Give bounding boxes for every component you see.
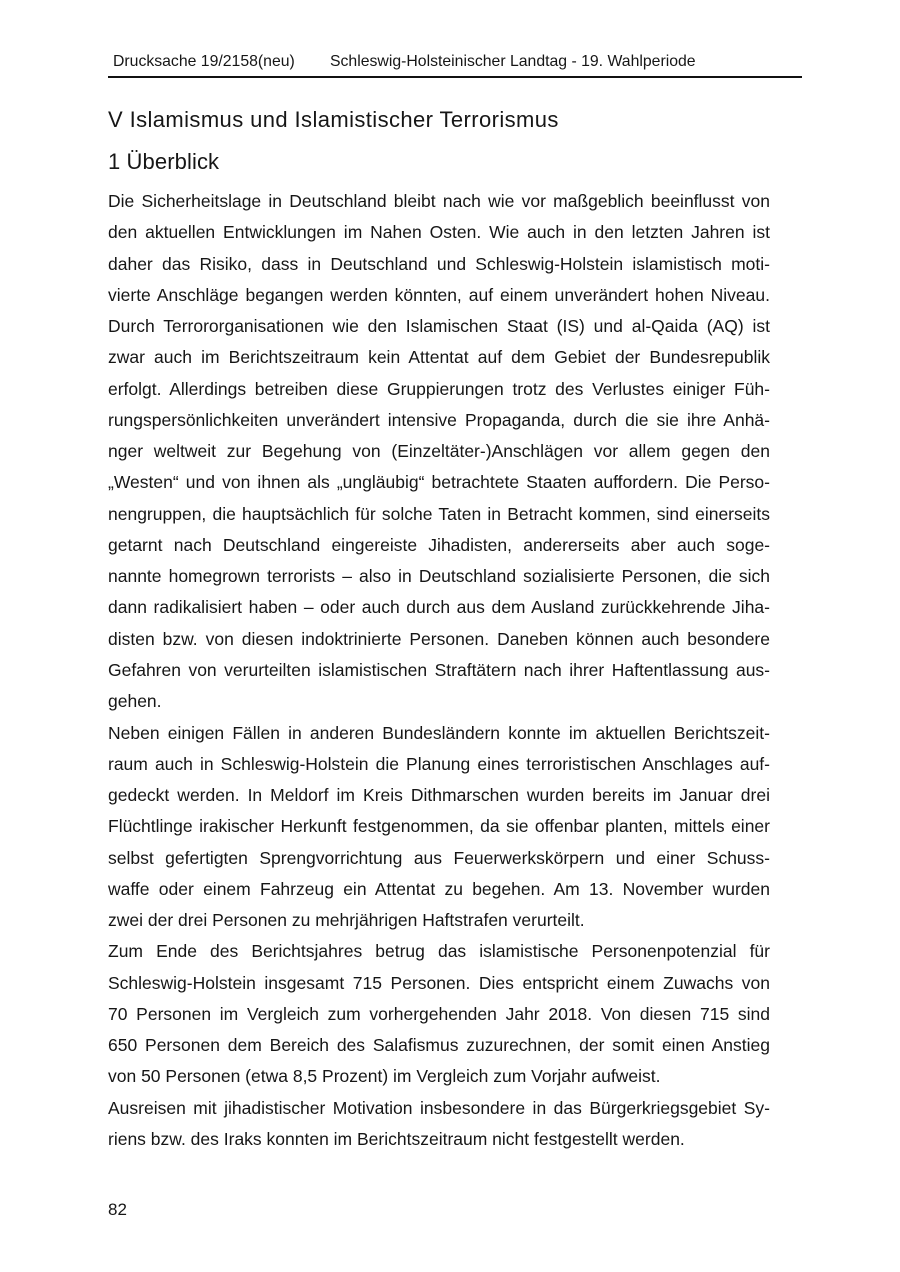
text-line: zwei der drei Personen zu mehrjährigen Haftstrafen verurteilt.	[108, 910, 585, 931]
text-line: „Westen“ und von ihnen als „ungläubig“ betrachtete Staaten auffordern. Die Perso-	[108, 472, 770, 493]
paragraph-2	[108, 718, 770, 937]
text-line: raum auch in Schleswig-Holstein die Planung eines terroristischen Anschlages auf-	[108, 753, 770, 774]
text-line: nger weltweit zur Begehung von (Einzeltäter-)Anschlägen vor allem gegen den	[108, 441, 770, 462]
text-line: Gefahren von verurteilten islamistischen Straftätern nach ihrer Haftentlassung aus-	[108, 659, 770, 680]
text-line: Schleswig-Holstein insgesamt 715 Personen. Dies entspricht einem Zuwachs von	[108, 972, 770, 993]
text-line: selbst gefertigten Sprengvorrichtung aus Feuerwerkskörpern und einer Schuss-	[108, 847, 770, 868]
text-line: nengruppen, die hauptsächlich für solche Taten in Betracht kommen, sind einerseits	[108, 503, 770, 524]
text-line: den aktuellen Entwicklungen im Nahen Osten. Wie auch in den letzten Jahren ist	[108, 222, 770, 243]
page-number: 82	[108, 1200, 127, 1219]
paragraph-3	[108, 936, 770, 1092]
paragraph-1	[108, 186, 770, 718]
text-line: Die Sicherheitslage in Deutschland bleibt nach wie vor maßgeblich beeinflusst von	[108, 191, 770, 211]
header-document-number: Drucksache 19/2158(neu)	[113, 53, 295, 70]
text-line: 650 Personen dem Bereich des Salafismus zuzurechnen, der somit einen Anstieg	[108, 1035, 770, 1056]
text-line: disten bzw. von diesen indoktrinierte Personen. Daneben können auch besondere	[108, 628, 770, 649]
text-line: Neben einigen Fällen in anderen Bundesländern konnte im aktuellen Berichtszeit-	[108, 722, 770, 743]
chapter-heading: V Islamismus und Islamistischer Terrorismus	[108, 107, 559, 132]
text-line: von 50 Personen (etwa 8,5 Prozent) im Vergleich zum Vorjahr aufweist.	[108, 1066, 661, 1087]
section-heading: 1 Überblick	[108, 149, 220, 174]
text-line: nannte homegrown terrorists – also in Deutschland sozialisierte Personen, die sich	[108, 566, 770, 587]
text-line: gedeckt werden. In Meldorf im Kreis Dithmarschen wurden bereits im Januar drei	[108, 785, 770, 806]
body-text	[108, 186, 770, 1155]
text-line: Durch Terrororganisationen wie den Islamischen Staat (IS) und al-Qaida (AQ) ist	[108, 316, 770, 337]
text-line: daher das Risiko, dass in Deutschland und Schleswig-Holstein islamistisch moti-	[108, 253, 770, 274]
text-line: Flüchtlinge irakischer Herkunft festgenommen, da sie offenbar planten, mittels einer	[108, 816, 770, 837]
text-line: rungspersönlichkeiten unverändert intensive Propaganda, durch die sie ihre Anhä-	[108, 409, 770, 430]
text-line: Ausreisen mit jihadistischer Motivation insbesondere in das Bürgerkriegsgebiet Sy-	[108, 1097, 770, 1118]
text-line: gehen.	[108, 691, 162, 712]
text-line: erfolgt. Allerdings betreiben diese Gruppierungen trotz des Verlustes einiger Füh-	[108, 378, 770, 399]
text-line: getarnt nach Deutschland eingereiste Jihadisten, andererseits aber auch soge-	[108, 534, 770, 555]
text-line: zwar auch im Berichtszeitraum kein Attentat auf dem Gebiet der Bundesrepublik	[108, 347, 770, 368]
text-line: 70 Personen im Vergleich zum vorhergehenden Jahr 2018. Von diesen 715 sind	[108, 1003, 770, 1024]
text-line: vierte Anschläge begangen werden könnten, auf einem unverändert hohen Niveau.	[108, 284, 770, 305]
paragraph-4	[108, 1093, 770, 1156]
text-line: waffe oder einem Fahrzeug ein Attentat zu begehen. Am 13. November wurden	[108, 878, 770, 899]
text-line: Zum Ende des Berichtsjahres betrug das islamistische Personenpotenzial für	[108, 941, 770, 962]
text-line: riens bzw. des Iraks konnten im Berichtszeitraum nicht festgestellt werden.	[108, 1128, 685, 1149]
header-rule	[108, 76, 802, 78]
header-parliament-period: Schleswig-Holsteinischer Landtag - 19. Wahlperiode	[330, 53, 696, 70]
text-line: dann radikalisiert haben – oder auch durch aus dem Ausland zurückkehrende Jiha-	[108, 597, 770, 618]
